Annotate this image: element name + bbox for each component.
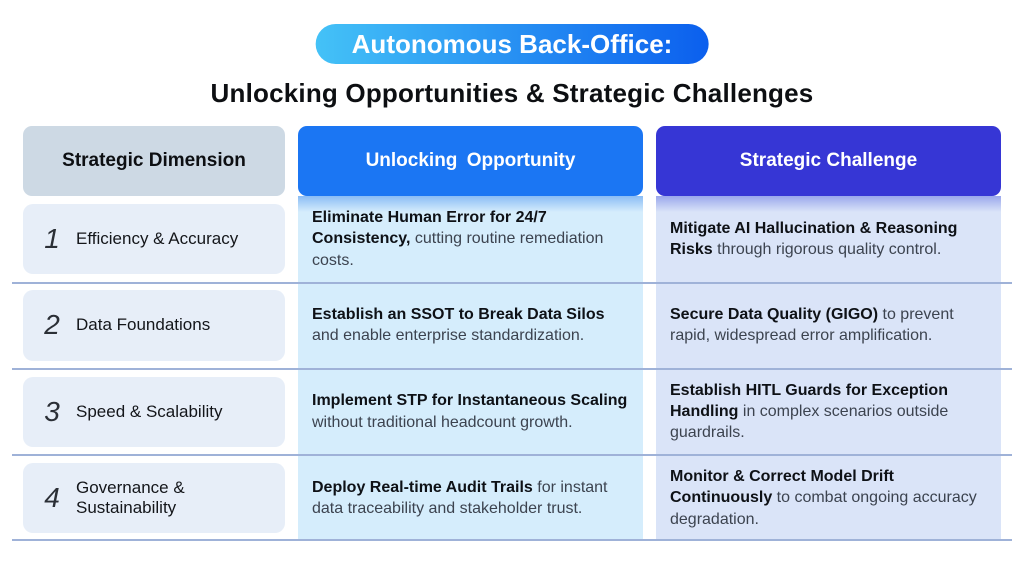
challenge-rest: in complex scenarios outside guardrails. xyxy=(670,402,949,442)
challenge-text xyxy=(670,218,989,261)
table-row xyxy=(23,455,285,541)
header-strategic-dimension: Strategic Dimension xyxy=(23,126,285,196)
challenge-lead: Monitor & Correct Model Drift Continuously xyxy=(670,467,894,507)
topic-badge xyxy=(316,24,709,64)
row-separator xyxy=(12,539,1012,541)
challenge-lead: Establish HITL Guards for Exception Handling xyxy=(670,381,948,420)
opportunity-rest: for instant data traceability and stakeholder trust. xyxy=(312,478,608,517)
comparison-table xyxy=(23,126,1001,541)
dimension-card xyxy=(23,463,285,533)
dimension-label: Efficiency & Accuracy xyxy=(76,229,239,249)
dimension-card xyxy=(23,290,285,360)
dimension-card xyxy=(23,377,285,447)
column-strategic-dimension xyxy=(23,126,285,541)
column-strategic-challenge xyxy=(656,126,1001,541)
row-number: 4 xyxy=(44,481,60,513)
row-separator xyxy=(12,368,1012,370)
opportunity-cell xyxy=(298,282,643,368)
row-number: 3 xyxy=(44,395,60,427)
row-separator xyxy=(12,282,1012,284)
challenge-rest: to prevent rapid, widespread error amplification. xyxy=(670,306,954,345)
header-unlocking-opportunity: Unlocking Opportunity xyxy=(298,126,643,196)
challenge-lead: Secure Data Quality (GIGO) xyxy=(670,306,879,324)
challenge-text xyxy=(670,466,989,530)
topic-badge-label: Autonomous Back-Office: xyxy=(351,28,673,59)
row-number: 1 xyxy=(44,223,60,255)
challenge-cell xyxy=(656,455,1001,541)
opportunity-text xyxy=(312,390,631,433)
table-row xyxy=(23,282,285,368)
opportunity-rest: without traditional headcount growth. xyxy=(312,413,573,431)
table-row xyxy=(23,196,285,282)
opportunity-lead: Establish an SSOT to Break Data Silos xyxy=(312,306,605,324)
challenge-cell xyxy=(656,282,1001,368)
dimension-card xyxy=(23,204,285,274)
header-strategic-challenge: Strategic Challenge xyxy=(656,126,1001,196)
challenge-text xyxy=(670,304,989,347)
challenge-cell xyxy=(656,196,1001,282)
opportunity-rest: cutting routine remediation costs. xyxy=(312,230,604,269)
challenge-rest: to combat ongoing accuracy degradation. xyxy=(670,489,977,528)
dimension-label: Speed & Scalability xyxy=(76,401,223,421)
opportunity-cell xyxy=(298,196,643,282)
challenge-text xyxy=(670,380,989,444)
opportunity-text xyxy=(312,477,631,520)
dimension-label: Governance & Sustainability xyxy=(76,477,185,517)
opportunity-lead: Eliminate Human Error for 24/7 Consistency, xyxy=(312,209,547,248)
challenge-lead: Mitigate AI Hallucination & Reasoning Risks xyxy=(670,219,958,259)
challenge-rest: through rigorous quality control. xyxy=(712,241,942,259)
opportunity-cell xyxy=(298,369,643,455)
table-row xyxy=(23,369,285,455)
opportunity-cell xyxy=(298,455,643,541)
opportunity-lead: Implement STP for Instantaneous Scaling xyxy=(312,392,628,410)
challenge-cell xyxy=(656,369,1001,455)
row-number: 2 xyxy=(44,309,60,341)
opportunity-lead: Deploy Real-time Audit Trails xyxy=(312,478,533,496)
dimension-label: Data Foundations xyxy=(76,315,211,335)
opportunity-text xyxy=(312,304,631,347)
opportunity-rest: and enable enterprise standardization. xyxy=(312,327,585,345)
column-unlocking-opportunity xyxy=(298,126,643,541)
row-separator xyxy=(12,454,1012,456)
opportunity-text xyxy=(312,207,631,271)
page-title: Unlocking Opportunities & Strategic Challenges xyxy=(210,78,814,108)
